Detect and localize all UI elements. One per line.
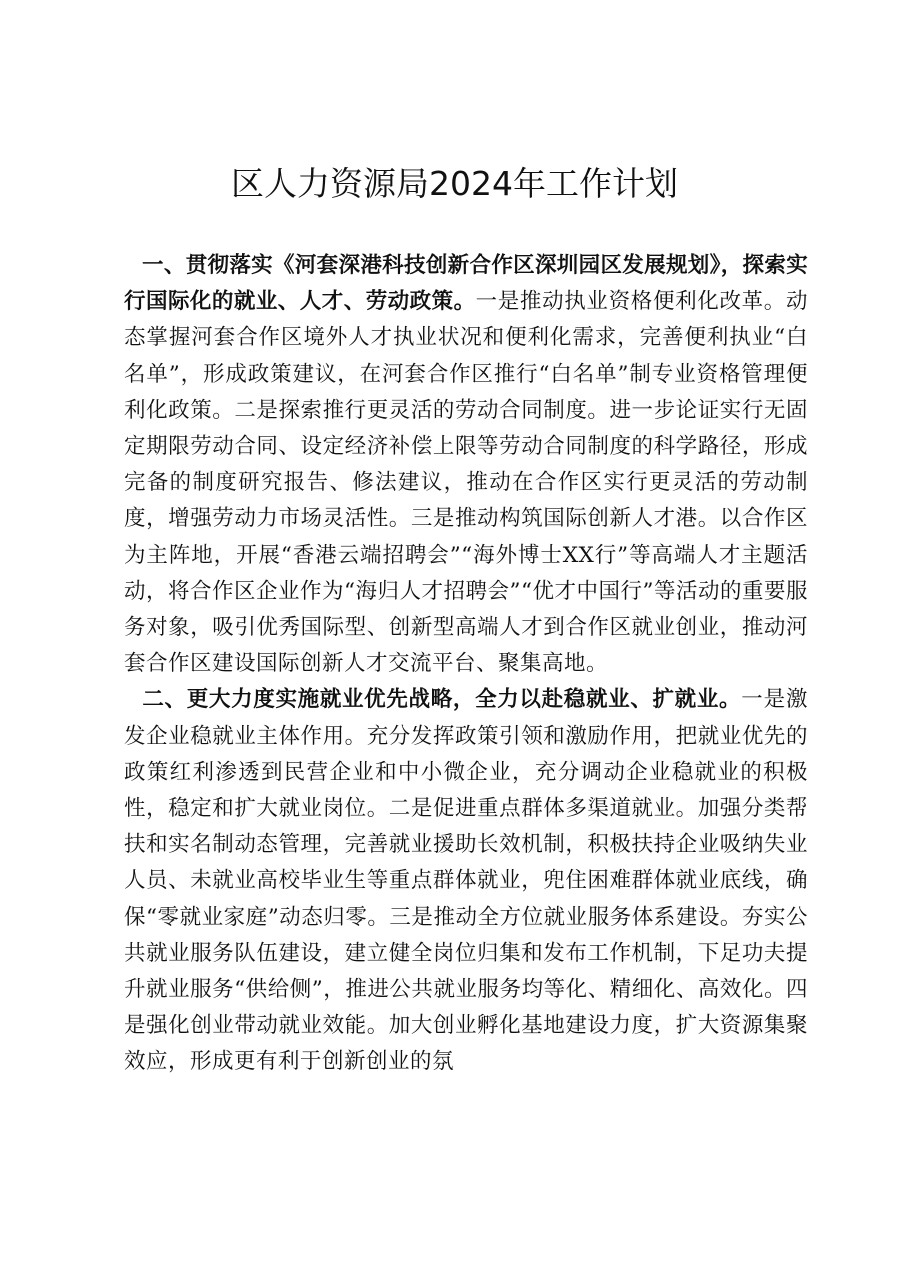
section-body-1: 一是推动执业资格便利化改革。动态掌握河套合作区境外人才执业状况和便利化需求，完善便利执业“白名单”，形成政策建议，在河套合作区推行“白名单”制专业资格管理便利化政策。二是探索推行更灵活的劳动合同制度。进一步论证实行无固定期限劳动合同、设定经济补偿上限等劳动合同制度的科学路径，形成完备的制度研究报告、修法建议，推动在合作区实行更灵活的劳动制度，增强劳动力市场灵活性。三是推动构筑国际创新人才港。以合作区为主阵地，开展“香港云端招聘会”“海外博士XX行”等高端人才主题活动，将合作区企业作为“海归人才招聘会”“优才中国行”等活动的重要服务对象，吸引优秀国际型、创新型高端人才到合作区就业创业，推动河套合作区建设国际创新人才交流平台、聚集高地。 [124,289,808,677]
section-paragraph-1 [124,248,808,682]
document-title: 区人力资源局2024年工作计划 [231,164,678,203]
document-body [124,248,808,1081]
section-paragraph-2 [124,682,808,1080]
section-body-2: 一是激发企业稳就业主体作用。充分发挥政策引领和激励作用，把就业优先的政策红利渗透到民营企业和中小微企业，充分调动企业稳就业的积极性，稳定和扩大就业岗位。二是促进重点群体多渠道就业。加强分类帮扶和实名制动态管理，完善就业援助长效机制，积极扶持企业吸纳失业人员、未就业高校毕业生等重点群体就业，兜住困难群体就业底线，确保“零就业家庭”动态归零。三是推动全方位就业服务体系建设。夯实公共就业服务队伍建设，建立健全岗位归集和发布工作机制，下足功夫提升就业服务“供给侧”，推进公共就业服务均等化、精细化、高效化。四是强化创业带动就业效能。加大创业孵化基地建设力度，扩大资源集聚效应，形成更有利于创新创业的氛 [124,687,808,1075]
section-heading-1: 一、贯彻落实《河套深港科技创新合作区深圳园区发展规划》，探索实行国际化的就业、人才、劳动政策。 [124,253,808,315]
section-heading-2: 二、更大力度实施就业优先战略，全力以赴稳就业、扩就业。 [142,687,742,713]
